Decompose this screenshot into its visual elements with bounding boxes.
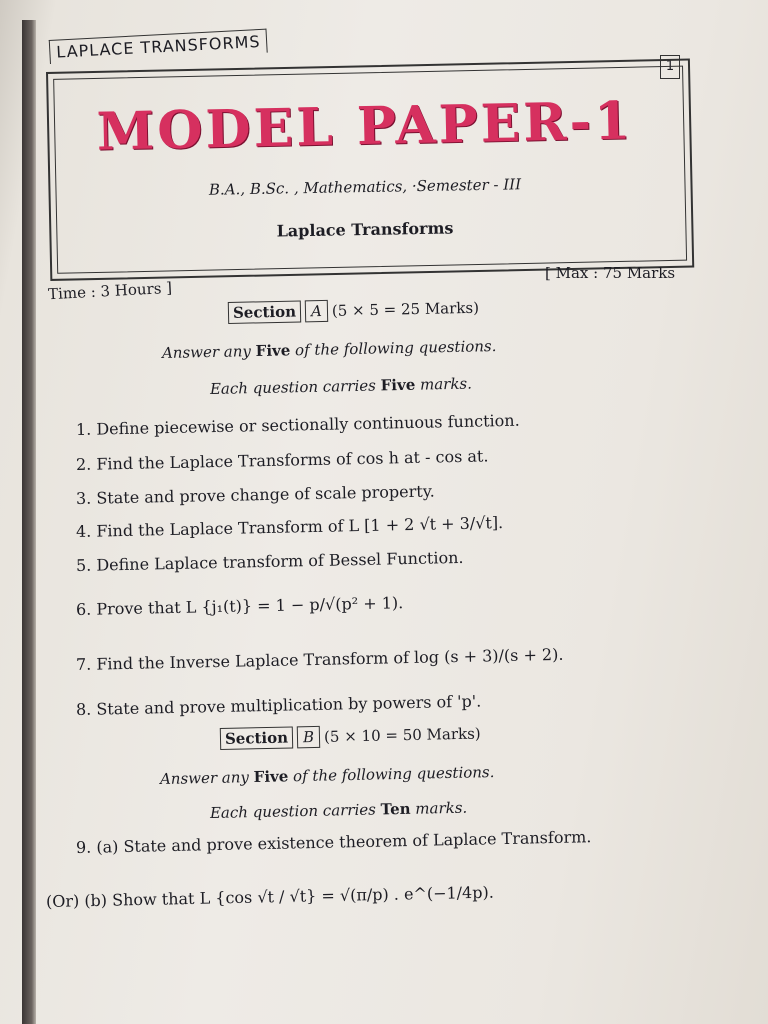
question-9a: 9. (a) State and prove existence theorem of Laplace Transform. [75,827,592,857]
section-b-header [220,723,481,750]
paper-subject: Laplace Transforms [276,218,454,241]
page-number: 1 [660,55,680,79]
question-2: 2. Find the Laplace Transforms of cos h at - cos at. [75,446,489,474]
paper-title: MODEL PAPER-1 [96,90,634,163]
section-a-instruction-1: Answer any Five of the following questions. [161,336,497,362]
section-marks: (5 × 5 = 25 Marks) [331,298,480,320]
section-marks: (5 × 10 = 50 Marks) [323,724,481,746]
question-6: 6. Prove that L {j₁(t)} = 1 − p/√(p² + 1). [75,593,404,619]
course-subtitle: B.A., B.Sc. , Mathematics, ·Semester - III [208,175,522,199]
question-1: 1. Define piecewise or sectionally continuous function. [75,410,520,439]
time-label: Time : 3 Hours ] [47,278,173,304]
section-a-header [228,297,479,324]
section-letter: A [305,300,328,322]
question-9b: (Or) (b) Show that L {cos √t / √t} = √(π/p) . e^(−1/4p). [45,882,495,911]
book-spine [22,20,36,1024]
question-8: 8. State and prove multiplication by powers of 'p'. [75,691,482,719]
section-letter: B [297,726,320,748]
section-b-instruction-2: Each question carries Ten marks. [209,798,468,822]
question-3: 3. State and prove change of scale property. [75,481,435,508]
question-4: 4. Find the Laplace Transform of L [1 + 2 √t + 3/√t]. [75,513,504,541]
question-7: 7. Find the Inverse Laplace Transform of log (s + 3)/(s + 2). [75,644,564,674]
max-marks-label: [ Max : 75 Marks [545,264,676,282]
chapter-tag: LAPLACE TRANSFORMS [49,29,268,64]
section-label: Section [228,300,301,324]
section-label: Section [220,726,293,750]
section-a-instruction-2: Each question carries Five marks. [209,374,473,398]
section-b-instruction-1: Answer any Five of the following questions. [159,762,495,788]
question-5: 5. Define Laplace transform of Bessel Function. [75,547,464,575]
